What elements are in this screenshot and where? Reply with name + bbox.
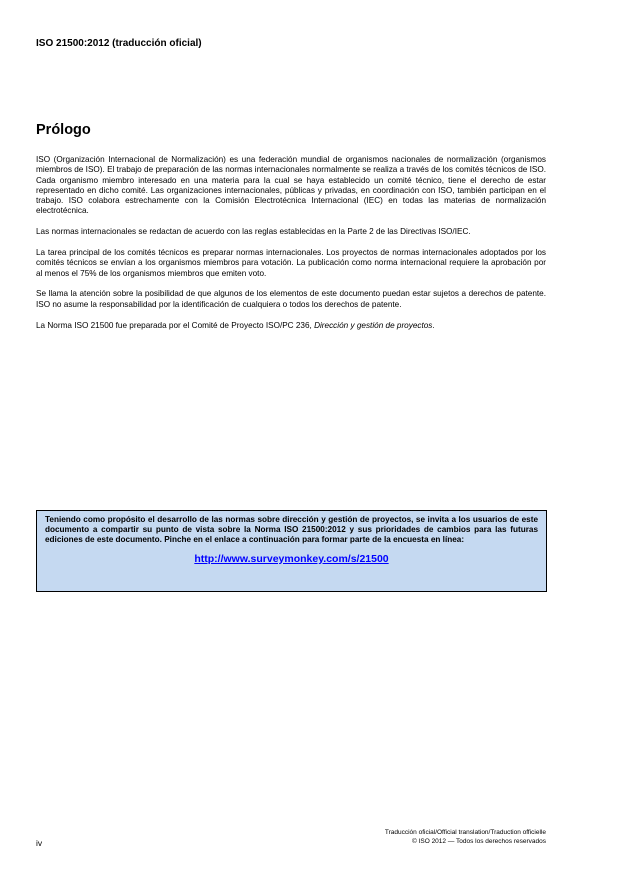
- foreword-body: [36, 155, 546, 341]
- survey-notice-box: [36, 510, 547, 592]
- paragraph-5: [36, 321, 546, 331]
- paragraph-2: Las normas internacionales se redactan de acuerdo con las reglas establecidas en la Parte 2 de las Directivas ISO/IEC.: [36, 227, 471, 237]
- footer-copyright-line: © ISO 2012 — Todos los derechos reservados: [411, 837, 546, 845]
- survey-notice-text: Teniendo como propósito el desarrollo de las normas sobre dirección y gestión de proyectos, se invita a los usuarios de este documento a compartir su punto de vista sobre la Norma ISO 21500:2012 y sus prioridades de cambios para las futuras ediciones de este documento. Pinche en el enlace a continuación para formar parte de la encuesta en línea:: [45, 515, 538, 545]
- page-title: Prólogo: [36, 122, 91, 138]
- footer-copyright: [385, 829, 546, 846]
- document-header: ISO 21500:2012 (traducción oficial): [36, 38, 202, 49]
- page-number: iv: [36, 838, 43, 848]
- committee-name: Dirección y gestión de proyectos: [314, 320, 433, 330]
- paragraph-3: La tarea principal de los comités técnicos es preparar normas internacionales. Los proyectos de normas internacionales adoptados por los comités técnicos se envían a los organismos miembros para votación. La publicación como norma internacional requiere la aprobación por al menos el 75% de los organismos miembros que emiten voto.: [36, 248, 546, 278]
- paragraph-5-suffix: .: [432, 320, 435, 330]
- paragraph-1: ISO (Organización Internacional de Normalización) es una federación mundial de organismos nacionales de normalización (organismos miembros de ISO). El trabajo de preparación de las normas internacionales normalmente se realiza a través de los comités técnicos de ISO. Cada organismo miembro interesado en una materia para la cual se haya establecido un comité técnico, tiene el derecho de estar representado en dicho comité. Las organizaciones internacionales, públicas y privadas, en coordinación con ISO, también participan en el trabajo. ISO colabora estrechamente con la Comisión Electrotécnica Internacional (IEC) en todas las materias de normalización electrotécnica.: [36, 155, 546, 216]
- survey-link[interactable]: http://www.surveymonkey.com/s/21500: [194, 552, 389, 565]
- footer-translation-line: Traducción oficial/Official translation/Traduction officielle: [384, 829, 546, 836]
- paragraph-5-prefix: La Norma ISO 21500 fue preparada por el Comité de Proyecto ISO/PC 236,: [36, 320, 315, 330]
- paragraph-4: Se llama la atención sobre la posibilidad de que algunos de los elementos de este documento puedan estar sujetos a derechos de patente. ISO no asume la responsabilidad por la identificación de cualquiera o todos los derechos de patente.: [36, 289, 546, 309]
